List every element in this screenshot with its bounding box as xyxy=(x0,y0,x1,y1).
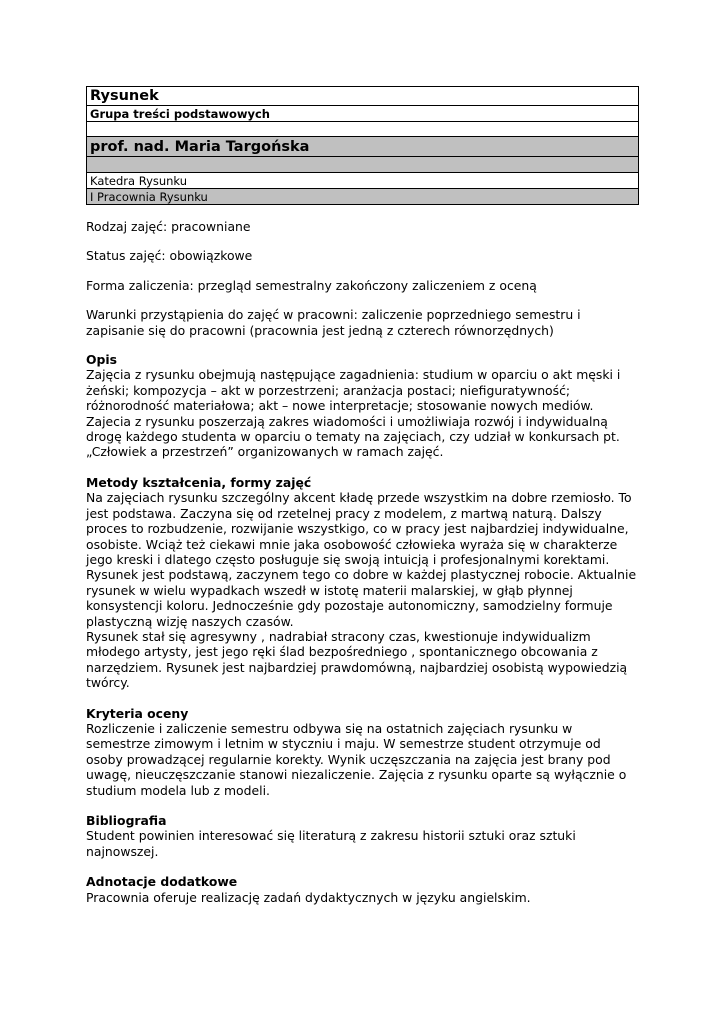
department-name: Katedra Rysunku xyxy=(87,173,639,189)
empty-gray-row xyxy=(87,157,639,173)
document-page xyxy=(86,86,639,920)
notes-heading: Adnotacje dodatkowe xyxy=(86,874,238,890)
methods-text: Na zajęciach rysunku szczególny akcent kładę przede wszystkim na dobre rzemiosło. To jest podstawa. Zaczyna się od rzetelnej pracy z modelem, z martwą naturą. Dalszy proces to rozbudzenie, rozwijanie wszystkigo, co w pracy jest najbardziej indywidualne, osobiste. Wciąż też ciekawi mnie jaka osobowość człowieka wyraża się w charakterze jego kreski i dlatego często posługuje się swoją intuicją i profesjonalnymi korektami. Rysunek jest podstawą, zaczynem tego co dobre w każdej plastycznej robocie. Aktualnie rysunek w wielu wypadkach wszedł w istotę materii malarskiej, w głąb płynnej konsystencji koloru. Jednocześnie gdy pozostaje autonomiczny, samodzielny formuje plastyczną wizję naszych czasów. xyxy=(86,490,637,629)
criteria-text: Rozliczenie i zaliczenie semestru odbywa się na ostatnich zajęciach rysunku w semestrze zimowym i letnim w styczniu i maju. W semestrze student otrzymuje od osoby prowadzącej regularnie korekty. Wynik uczęszczania na zajęcia jest brany pod uwagę, nieuczęszczanie stanowi niezaliczenie. Zajęcia z rysunku oparte są wyłącznie o studium modela lub z modeli. xyxy=(86,720,627,798)
methods-text-2: Rysunek stał się agresywny , nadrabiał stracony czas, kwestionuje indywidualizm młodego artysty, jest jego ręki ślad bezpośredniego , spontanicznego obcowania z narzędziem. Rysunek jest najbardziej prawdomówną, najbardziej osobistą wypowiedzią twórcy. xyxy=(86,628,628,691)
notes-text: Pracownia oferuje realizację zadań dydaktycznych w języku angielskim. xyxy=(86,889,531,905)
criteria-heading: Kryteria oceny xyxy=(86,705,189,721)
bibliography-text: Student powinien interesować się literaturą z zakresu historii sztuki oraz sztuki najnowszej. xyxy=(86,828,576,859)
course-group: Grupa treści podstawowych xyxy=(87,106,639,122)
course-body xyxy=(86,219,639,905)
studio-name: I Pracownia Rysunku xyxy=(87,189,639,205)
course-title: Rysunek xyxy=(87,87,639,106)
entry-conditions: Warunki przystąpienia do zajęć w pracowni: zaliczenie poprzedniego semestru i zapisanie się do pracowni (pracownia jest jedną z czterech równorzędnych) xyxy=(86,307,581,338)
assessment-form: Forma zaliczenia: przegląd semestralny zakończony zaliczeniem z oceną xyxy=(86,277,537,293)
class-status: Status zajęć: obowiązkowe xyxy=(86,248,253,264)
description-heading: Opis xyxy=(86,352,118,368)
methods-heading: Metody kształcenia, formy zajęć xyxy=(86,474,312,490)
professor-name: prof. nad. Maria Targońska xyxy=(87,137,639,157)
course-header-table xyxy=(86,86,639,205)
description-text: Zajęcia z rysunku obejmują następujące zagadnienia: studium w oparciu o akt męski i żeński; kompozycja – akt w porzestrzeni; aranżacja postaci; niefiguratywność; różnorodność materiałowa; akt – nowe interpretacje; stosowanie nowych mediów. Zajecia z rysunku poszerzają zakres wiadomości i umożliwiaja rozwój i indywidualną drogę każdego studenta w oparciu o tematy na zajęciach, czy udział w konkursach pt. „Człowiek a przestrzeń” organizowanych w ramach zajęć. xyxy=(86,367,621,460)
empty-row xyxy=(87,122,639,137)
class-type: Rodzaj zajęć: pracowniane xyxy=(86,219,251,234)
bibliography-heading: Bibliografia xyxy=(86,813,167,828)
